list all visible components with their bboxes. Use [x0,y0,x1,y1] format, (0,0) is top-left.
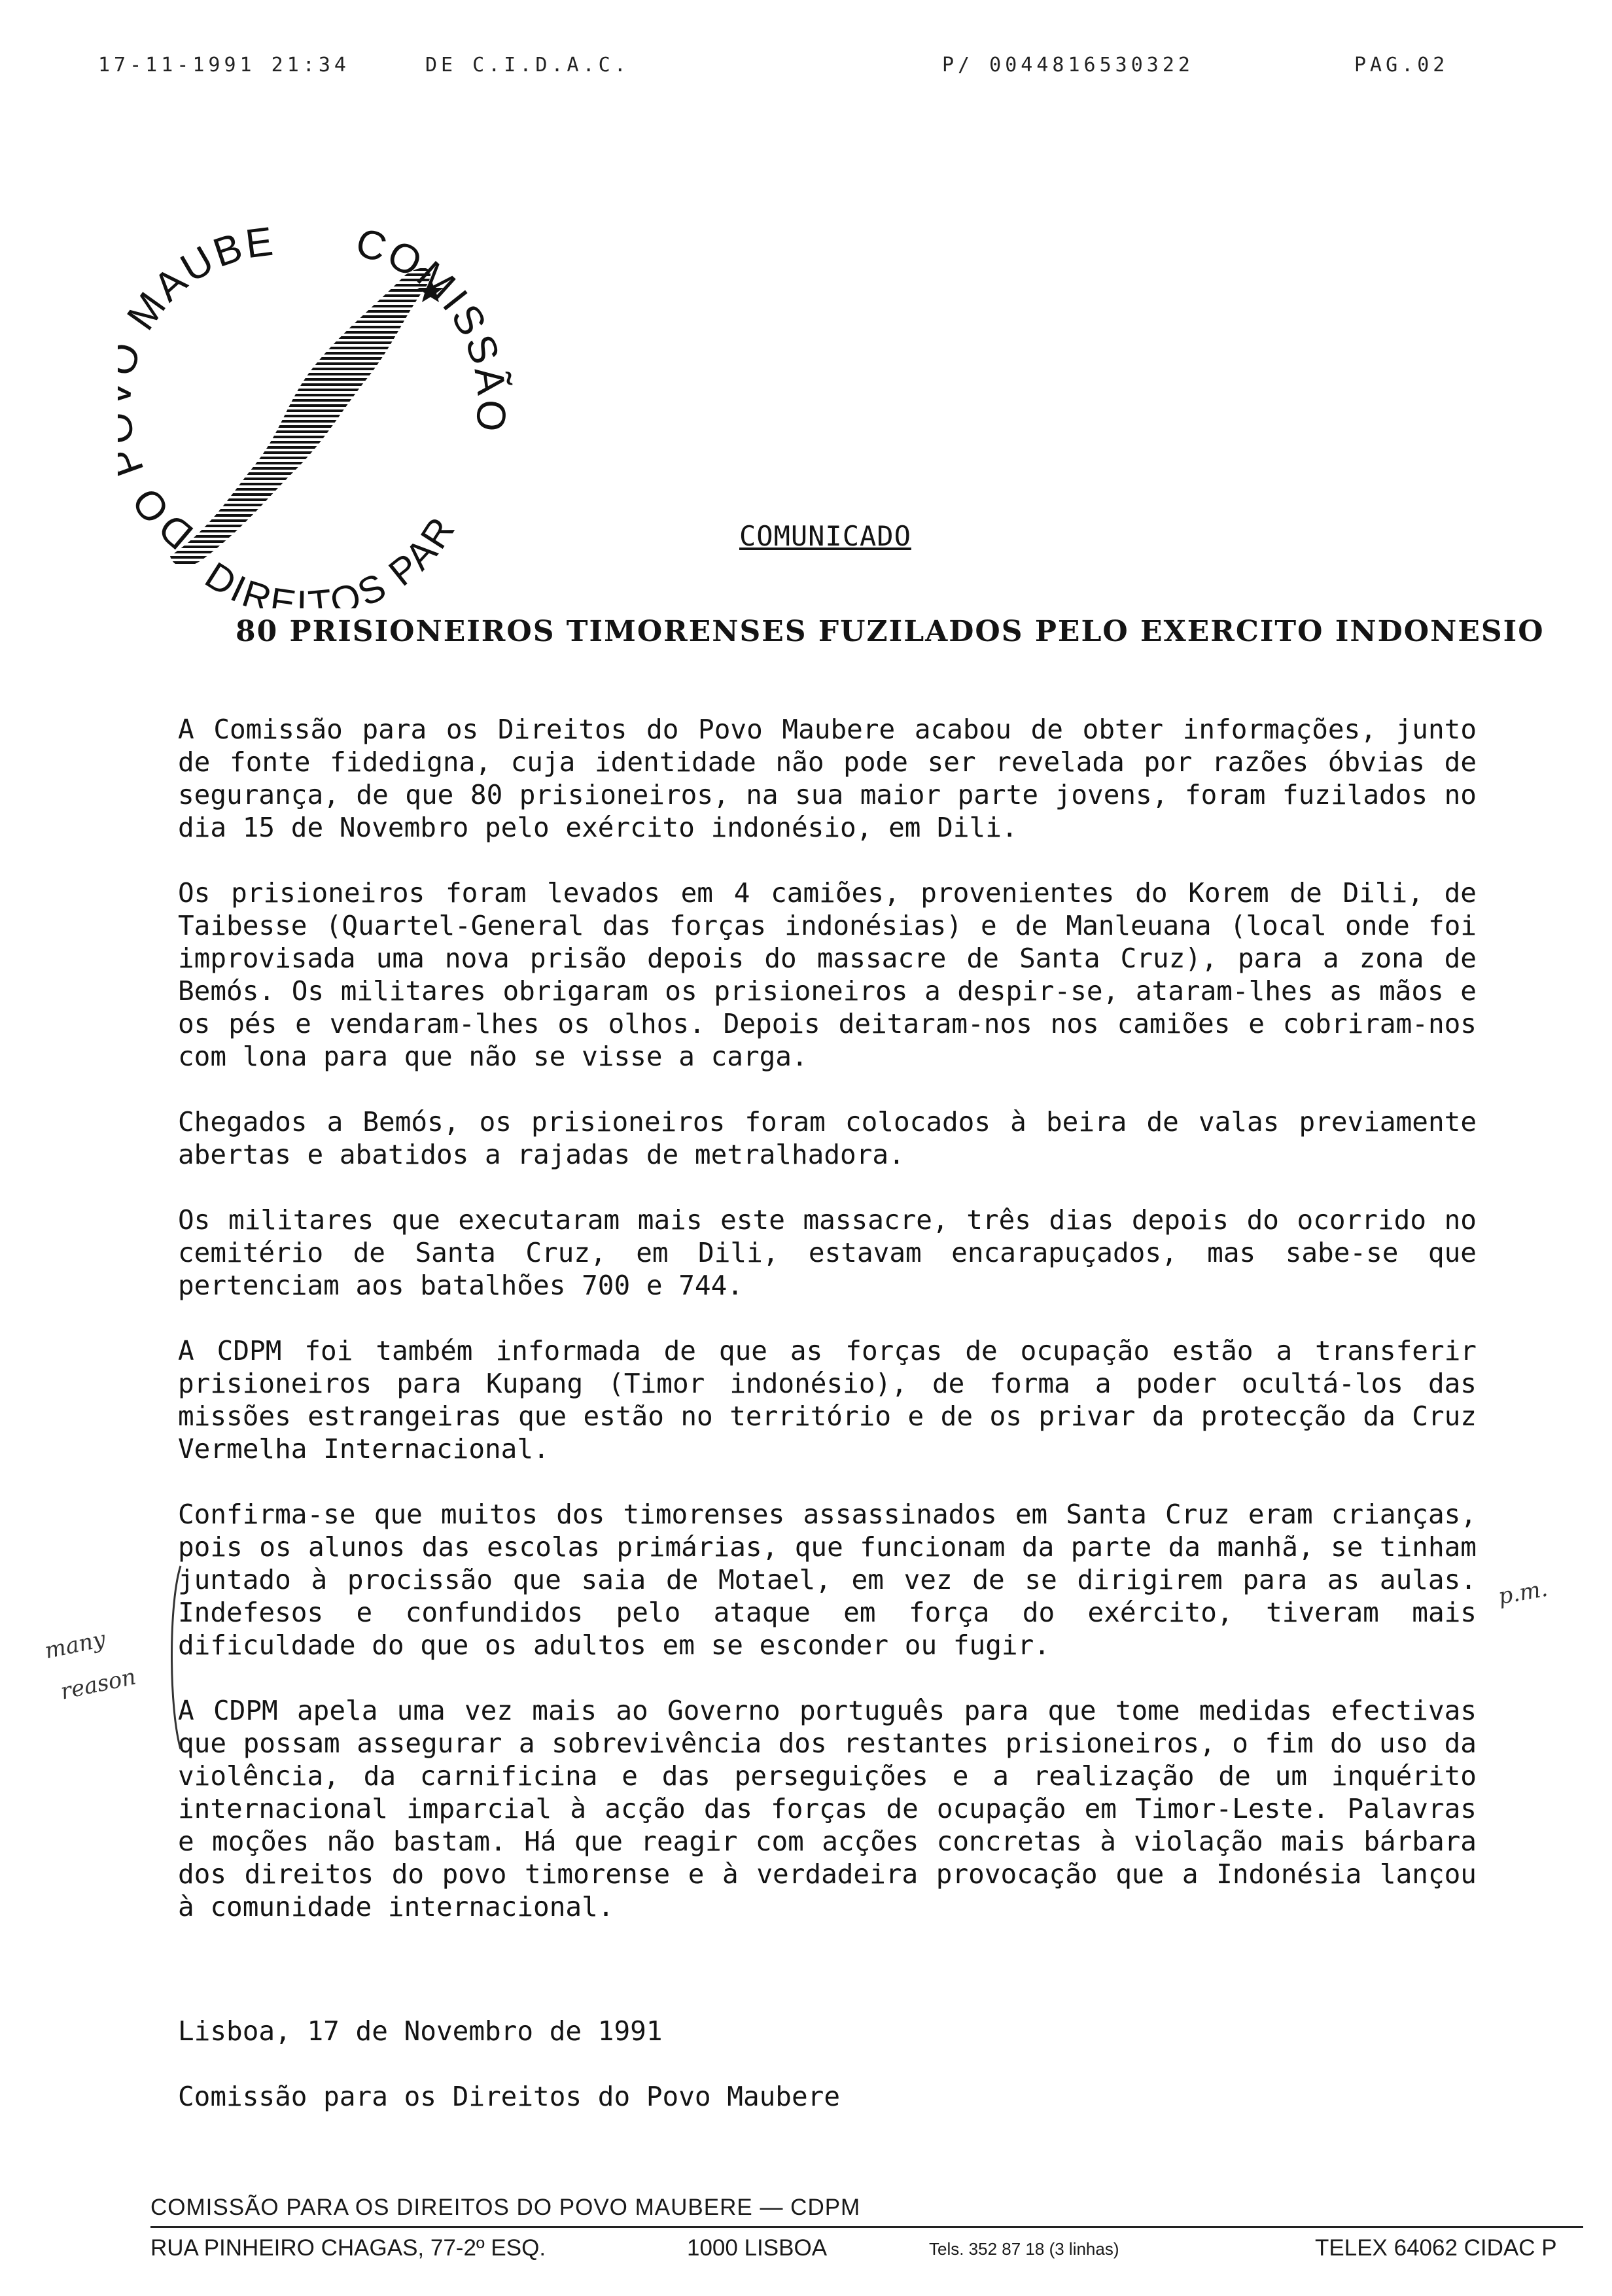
margin-note: p.m. [1496,1575,1550,1610]
footer-telex: TELEX 64062 CIDAC P [1315,2235,1557,2261]
closing-block [178,1982,1477,2146]
letterhead-footer [150,2195,1590,2261]
place-date: Lisboa, 17 de Novembro de 1991 [178,2015,663,2047]
paragraph: A Comissão para os Direitos do Povo Maubere acabou de obter informações, junto de fonte fidedigna, cuja identidade não pode ser revelada por razões óbvias de segurança, de que 80 prisioneiros, na sua maior parte jovens, foram fuzilados no dia 15 de Novembro pelo exército indonésio, em Dili. [178,714,1477,843]
fax-header [0,54,1612,80]
paragraph: Os militares que executaram mais este massacre, três dias depois do ocorrido no cemitério de Santa Cruz, em Dili, estavam encarapuçados, mas sabe-se que pertenciam aos batalhões 700 e 744. [178,1204,1477,1301]
paragraph: Confirma-se que muitos dos timorenses assassinados em Santa Cruz eram crianças, pois os alunos das escolas primárias, que funcionam da parte da manhã, se tinham juntado à procissão que saia de Motael, em vez de se dirigirem para as aulas. Indefesos e confundidos pelo ataque em força do exército, tiveram mais dificuldade do que os adultos em se esconder ou fugir. [178,1499,1477,1661]
paragraph: A CDPM foi também informada de que as forças de ocupação estão a transferir prisioneiros para Kupang (Timor indonésio), de forma a poder ocultá-los das missões estrangeiras que estão no território e de os privar da protecção da Cruz Vermelha Internacional. [178,1335,1477,1465]
margin-note: reason [58,1663,139,1705]
signature: Comissão para os Direitos do Povo Maubere [178,2081,841,2112]
fax-recipient: P/ 0044816530322 [942,54,1194,77]
footer-divider [150,2226,1583,2228]
cdpm-logo [118,216,523,608]
footer-telephone: Tels. 352 87 18 (3 linhas) [929,2239,1119,2259]
logo-emblem [118,216,523,608]
paragraph: A CDPM apela uma vez mais ao Governo português para que tome medidas efectivas que possam assegurar a sobrevivência dos restantes prisioneiros, o fim do uso da violência, da carnificina e das perseguições e a realização de um inquérito internacional imparcial à acção das forças de ocupação em Timor-Leste. Palavras e moções não bastam. Há que reagir com acções concretas à violação mais bárbara dos direitos do povo timorense e à verdadeira provocação que a Indonésia lançou à comunidade internacional. [178,1695,1477,1922]
logo-ring-text-bottom: DIREITOS PAR [198,508,464,608]
headline: 80 PRISIONEIROS TIMORENSES FUZILADOS PELO EXERCITO INDONESIO [236,615,1545,648]
fax-page-number: PAG.02 [1354,54,1449,77]
footer-city: 1000 LISBOA [687,2235,828,2261]
margin-note: many [42,1626,108,1665]
paragraph: Chegados a Bemós, os prisioneiros foram colocados à beira de valas previamente abertas e abatidos a rajadas de metralhadora. [178,1106,1477,1170]
logo-ring-text-left: DO MAUBE [118,218,278,559]
timor-island-icon [170,268,430,566]
footer-org: COMISSÃO PARA OS DIREITOS DO POVO MAUBERE — CDPM [150,2195,861,2220]
margin-bracket [164,1563,183,1753]
footer-address: RUA PINHEIRO CHAGAS, 77-2º ESQ. [150,2235,546,2261]
paragraph: Os prisioneiros foram levados em 4 camiões, provenientes do Korem de Dili, de Taibesse (Quartel-General das forças indonésias) e de Manleuana (local onde foi improvisada uma nova prisão depois do massacre de Santa Cruz), para a zona de Bemós. Os militares obrigaram os prisioneiros a despir-se, ataram-lhes as mãos e os pés e vendaram-lhes os olhos. Depois deitaram-nos nos camiões e cobriram-nos com lona para que não se visse a carga. [178,877,1477,1072]
logo-ring-text-right: COMISSÃO [351,219,515,436]
document-body [178,713,1477,2146]
document-title: COMUNICADO [739,520,911,552]
fax-sender: DE C.I.D.A.C. [425,54,630,77]
fax-date: 17-11-1991 21:34 [98,54,350,77]
